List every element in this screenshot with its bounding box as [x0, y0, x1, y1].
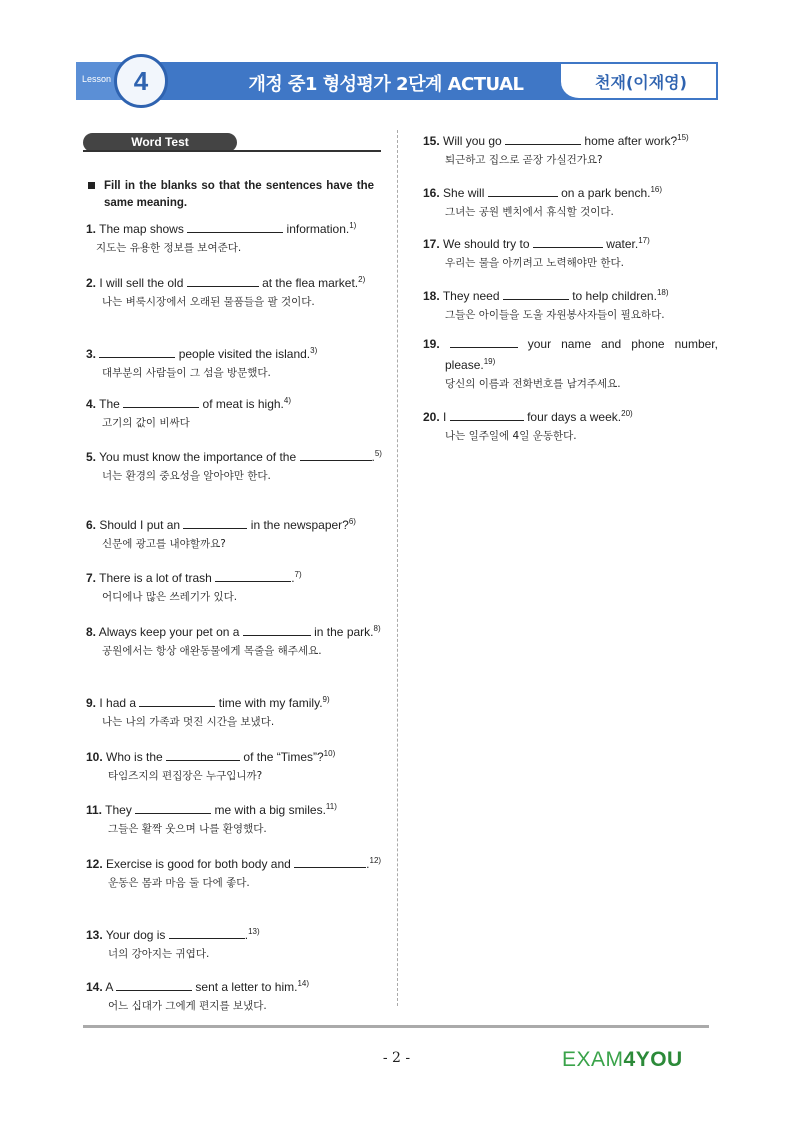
question-text: to help children. [572, 289, 657, 303]
answer-blank[interactable] [533, 236, 603, 248]
question-text: The [99, 397, 120, 411]
korean-translation: 대부분의 사람들이 그 섬을 방문했다. [102, 367, 271, 379]
question-9 [86, 691, 382, 730]
question-19 [423, 335, 718, 392]
korean-translation: 나는 벼룩시장에서 오래된 물품들을 팔 것이다. [102, 296, 315, 308]
question-number: 16. [423, 186, 440, 200]
question-number: 1. [86, 222, 97, 236]
question-text: You must know the importance of the [99, 450, 297, 464]
footnote-ref: 9) [322, 695, 330, 704]
answer-blank[interactable] [300, 449, 372, 461]
question-text: I had a [99, 696, 137, 710]
question-12 [86, 852, 382, 891]
question-number: 8. [86, 625, 97, 639]
question-text: . [366, 857, 370, 871]
footnote-ref: 16) [650, 185, 663, 194]
question-number: 12. [86, 857, 103, 871]
publisher-label: 천재(이재영) [595, 73, 687, 92]
question-text: Should I put an [99, 518, 181, 532]
footnote-ref: 6) [348, 517, 356, 526]
question-number: 6. [86, 518, 97, 532]
question-number: 13. [86, 928, 103, 942]
footnote-ref: 15) [677, 133, 689, 142]
question-4 [86, 392, 382, 431]
answer-blank[interactable] [503, 288, 569, 300]
question-13 [86, 923, 382, 962]
footnote-ref: 8) [373, 624, 381, 633]
question-text: She will [443, 186, 485, 200]
answer-blank[interactable] [215, 570, 291, 582]
question-text: . [291, 571, 295, 585]
korean-translation: 당신의 이름과 전화번호를 남겨주세요. [445, 378, 621, 390]
lesson-badge [114, 54, 168, 108]
question-8 [86, 620, 382, 659]
korean-translation: 우리는 물을 아끼려고 노력해야만 한다. [445, 257, 624, 269]
answer-blank[interactable] [139, 695, 215, 707]
question-text: . [244, 928, 249, 942]
question-number: 14. [86, 980, 103, 994]
question-number: 9. [86, 696, 97, 710]
question-3 [86, 342, 382, 381]
question-text: Your dog is [105, 928, 166, 942]
question-text: A [105, 980, 113, 994]
answer-blank[interactable] [183, 517, 247, 529]
korean-translation: 너의 강아지는 귀엽다. [108, 948, 210, 960]
footnote-ref: 3) [310, 346, 318, 355]
question-text: Will you go [443, 134, 502, 148]
question-text: sent a letter to him. [195, 980, 298, 994]
korean-translation: 그녀는 공원 벤치에서 휴식할 것이다. [445, 206, 614, 218]
brand-logo [562, 1048, 683, 1072]
question-number: 5. [86, 450, 97, 464]
question-text: people visited the island. [178, 347, 311, 361]
question-text: There is a lot of trash [99, 571, 212, 585]
question-number: 4. [86, 397, 97, 411]
section-title: Word Test [83, 133, 237, 152]
question-number: 17. [423, 237, 440, 251]
question-text: at the flea market. [262, 276, 359, 290]
section-underline [83, 150, 381, 152]
question-number: 11. [86, 803, 103, 817]
question-text: They need [442, 289, 500, 303]
korean-translation: 그들은 아이들을 도울 자원봉사자들이 필요하다. [445, 309, 665, 321]
question-text: They [105, 803, 132, 817]
answer-blank[interactable] [243, 624, 311, 636]
korean-translation: 어느 십대가 그에게 편지를 보냈다. [108, 1000, 267, 1012]
korean-translation: 공원에서는 항상 애완동물에게 목줄을 해주세요. [102, 645, 322, 657]
question-number: 7. [86, 571, 97, 585]
lesson-header [76, 62, 718, 100]
korean-translation: 지도는 유용한 정보를 보여준다. [96, 242, 242, 254]
question-6 [86, 513, 382, 552]
page-number: - 2 - [382, 1050, 411, 1066]
question-number: 18. [423, 289, 440, 303]
question-1 [86, 217, 382, 256]
korean-translation: 나는 일주일에 4일 운동한다. [445, 430, 577, 442]
korean-translation: 운동은 몸과 마음 둘 다에 좋다. [108, 877, 250, 889]
footnote-ref: 13) [248, 927, 260, 936]
question-text: of the “Times”? [243, 750, 324, 764]
answer-blank[interactable] [450, 336, 518, 348]
brand-text-accent: 4YOU [623, 1048, 683, 1071]
korean-translation: 퇴근하고 집으로 곧장 가실건가요? [445, 154, 603, 166]
footnote-ref: 2) [358, 275, 366, 284]
korean-translation: 너는 환경의 중요성을 알아야만 한다. [102, 470, 271, 482]
question-18 [423, 284, 718, 323]
question-text: The map shows [99, 222, 184, 236]
question-number: 15. [423, 134, 440, 148]
question-text: in the park. [314, 625, 374, 639]
answer-blank[interactable] [488, 185, 558, 197]
question-15 [423, 129, 718, 168]
brand-text: EXAM [562, 1048, 624, 1071]
column-divider [397, 130, 398, 1006]
question-text: I will sell the old [99, 276, 184, 290]
answer-blank[interactable] [166, 749, 240, 761]
question-16 [423, 181, 718, 220]
footer-rule [83, 1025, 709, 1028]
footnote-ref: 20) [621, 409, 633, 418]
footnote-ref: 4) [283, 396, 292, 405]
answer-blank[interactable] [123, 396, 199, 408]
question-17 [423, 232, 718, 271]
lesson-number: 4 [133, 65, 149, 96]
answer-blank[interactable] [187, 221, 283, 233]
korean-translation: 그들은 활짝 웃으며 나를 환영했다. [108, 823, 267, 835]
footnote-ref: 17) [638, 236, 650, 245]
footnote-ref: 18) [656, 288, 669, 297]
question-text: in the newspaper? [250, 518, 349, 532]
answer-blank[interactable] [294, 856, 366, 868]
footnote-ref: 19) [483, 357, 496, 366]
question-text: Exercise is good for both body and [106, 857, 291, 871]
question-number: 10. [86, 750, 103, 764]
square-bullet-icon [88, 182, 95, 189]
question-text: . [371, 450, 375, 464]
question-11 [86, 798, 382, 837]
footnote-ref: 14) [297, 979, 309, 988]
instruction-text: Fill in the blanks so that the sentences have the same meaning. [104, 180, 374, 209]
question-2 [86, 271, 382, 310]
question-text: four days a week. [527, 410, 622, 424]
question-20 [423, 405, 718, 444]
question-text: Who is the [106, 750, 163, 764]
footnote-ref: 5) [374, 449, 382, 458]
korean-translation: 나는 나의 가족과 멋진 시간을 보냈다. [102, 716, 275, 728]
question-text: home after work? [584, 134, 678, 148]
question-text: me with a big smiles. [214, 803, 326, 817]
answer-blank[interactable] [187, 275, 259, 287]
question-text: time with my family. [218, 696, 323, 710]
answer-blank[interactable] [116, 979, 192, 991]
question-text: I [443, 410, 447, 424]
page-title: 개정 중1 형성평가 2단계 ACTUAL [248, 74, 524, 95]
footnote-ref: 1) [349, 221, 357, 230]
question-text: Always keep your pet on a [98, 625, 240, 639]
question-text: We should try to [443, 237, 530, 251]
footnote-ref: 11) [325, 802, 337, 811]
question-5 [86, 445, 382, 484]
korean-translation: 어디에나 많은 쓰레기가 있다. [102, 591, 238, 603]
question-14 [86, 975, 382, 1014]
answer-blank[interactable] [505, 133, 581, 145]
question-text: of meat is high. [202, 397, 284, 411]
question-7 [86, 566, 382, 605]
question-text: water. [606, 237, 639, 251]
korean-translation: 신문에 광고를 내야할까요? [102, 538, 226, 550]
question-text: on a park bench. [561, 186, 651, 200]
question-number: 2. [86, 276, 97, 290]
footnote-ref: 12) [369, 856, 382, 865]
question-text: your name and phone number, please. [445, 337, 718, 372]
question-number: 3. [86, 347, 97, 361]
question-text: information. [286, 222, 350, 236]
lesson-label: Lesson [82, 74, 112, 84]
footnote-ref: 10) [323, 749, 336, 758]
question-number: 19. [423, 337, 440, 351]
answer-blank[interactable] [99, 346, 175, 358]
question-10 [86, 745, 382, 784]
question-number: 20. [423, 410, 440, 424]
korean-translation: 고기의 값이 비싸다 [102, 417, 190, 429]
answer-blank[interactable] [135, 802, 211, 814]
korean-translation: 타임즈지의 편집장은 누구입니까? [108, 770, 263, 782]
footnote-ref: 7) [294, 570, 302, 579]
instruction [88, 178, 374, 212]
answer-blank[interactable] [450, 409, 524, 421]
answer-blank[interactable] [169, 927, 245, 939]
